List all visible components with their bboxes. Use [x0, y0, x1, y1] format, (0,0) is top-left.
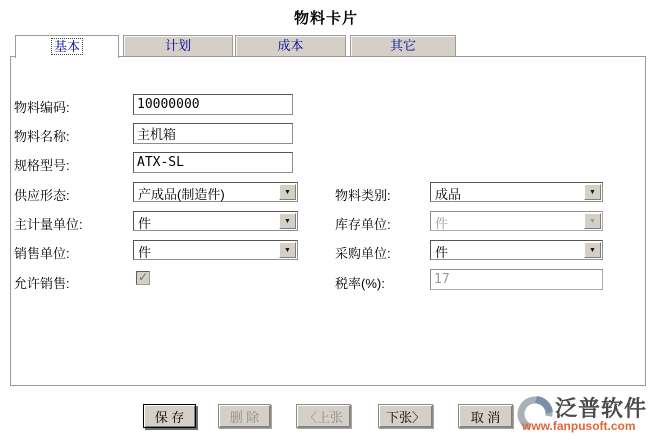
prev-button[interactable]: 〈上张 — [296, 404, 351, 428]
check-icon: ✓ — [138, 270, 149, 284]
material-code-input[interactable] — [133, 94, 293, 115]
main-unit-value: 件 — [138, 216, 152, 231]
page-title: 物料卡片 — [293, 10, 358, 27]
fanpu-watermark — [514, 392, 652, 441]
fanpu-url-text: www.fanpusoft.com — [522, 419, 636, 433]
tab-other-label: 其它 — [389, 38, 416, 53]
material-category-label: 物料类别: — [335, 188, 391, 203]
material-name-label: 物料名称: — [14, 129, 70, 144]
supply-form-value: 产成品(制造件) — [138, 187, 225, 202]
save-button[interactable]: 保 存 — [143, 404, 196, 428]
material-category-dropdown[interactable] — [430, 182, 603, 202]
sales-unit-dropdown[interactable] — [133, 240, 298, 260]
dropdown-arrow-icon: ▼ — [584, 213, 601, 229]
allow-sales-label: 允许销售: — [14, 276, 70, 291]
tax-rate-input[interactable] — [430, 269, 603, 290]
purchase-unit-label: 采购单位: — [335, 246, 391, 261]
spec-model-label: 规格型号: — [14, 158, 70, 173]
material-name-input[interactable] — [133, 123, 293, 144]
tab-plan[interactable] — [123, 35, 233, 56]
next-button[interactable]: 下张〉 — [378, 404, 433, 428]
dropdown-arrow-icon: ▼ — [584, 242, 601, 258]
tab-basic-label: 基本 — [53, 39, 80, 54]
tab-cost-label: 成本 — [277, 38, 304, 53]
fanpu-brand-text: 泛普软件 — [555, 396, 648, 421]
delete-button[interactable]: 删 除 — [218, 404, 271, 428]
dropdown-arrow-icon: ▼ — [584, 184, 601, 200]
dropdown-arrow-icon: ▼ — [279, 184, 296, 200]
tab-other[interactable] — [350, 35, 456, 56]
purchase-unit-value: 件 — [435, 245, 449, 260]
tab-plan-label: 计划 — [164, 38, 191, 53]
material-code-label: 物料编码: — [14, 100, 70, 115]
dropdown-arrow-icon: ▼ — [279, 242, 296, 258]
main-unit-label: 主计量单位: — [14, 217, 83, 232]
supply-form-dropdown[interactable] — [133, 182, 298, 202]
tab-cost[interactable] — [235, 35, 346, 56]
main-unit-dropdown[interactable] — [133, 211, 298, 231]
tax-rate-label: 税率(%): — [335, 276, 385, 291]
allow-sales-checkbox[interactable] — [136, 271, 150, 285]
supply-form-label: 供应形态: — [14, 188, 70, 203]
material-category-value: 成品 — [435, 187, 462, 202]
cancel-button[interactable]: 取 消 — [458, 404, 513, 428]
stock-unit-label: 库存单位: — [335, 217, 391, 232]
sales-unit-label: 销售单位: — [14, 246, 70, 261]
stock-unit-value: 件 — [435, 216, 449, 231]
tab-basic[interactable] — [15, 35, 119, 58]
spec-model-input[interactable] — [133, 152, 293, 173]
stock-unit-dropdown[interactable] — [430, 211, 603, 231]
dropdown-arrow-icon: ▼ — [279, 213, 296, 229]
sales-unit-value: 件 — [138, 245, 152, 260]
purchase-unit-dropdown[interactable] — [430, 240, 603, 260]
